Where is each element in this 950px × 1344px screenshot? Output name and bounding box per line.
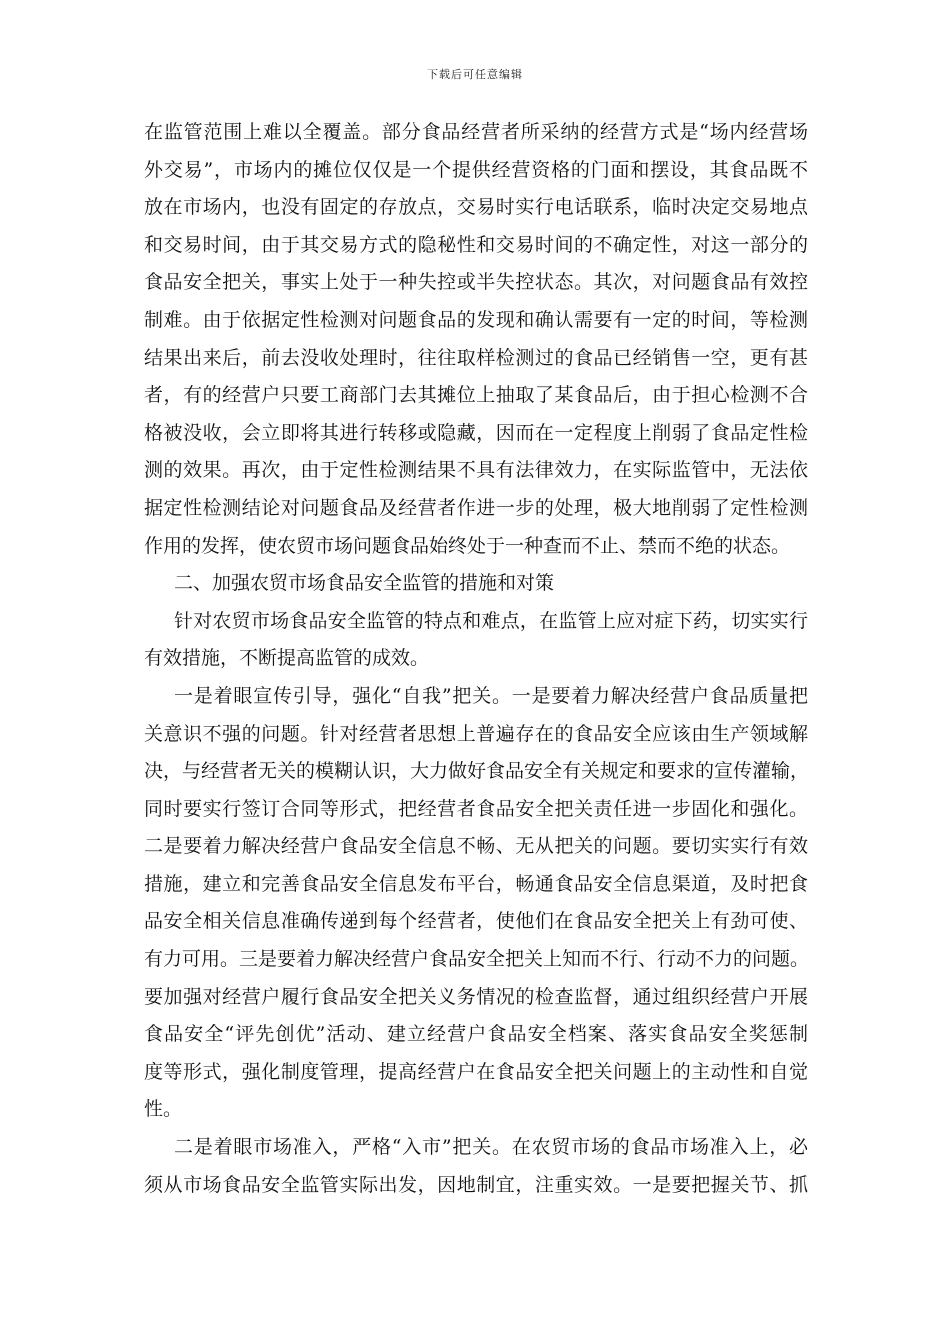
text-line: 性。 <box>144 1098 183 1121</box>
text-line: 决，与经营者无关的模糊认识，大力做好食品安全有关规定和要求的宣传灌输， <box>144 760 810 783</box>
text-line: 据定性检测结论对问题食品及经营者作进一步的处理，极大地削弱了定性检测 <box>144 496 808 519</box>
text-line: 二是着眼市场准入，严格“入市”把关。在农贸市场的食品市场准入上，必 <box>174 1136 808 1159</box>
text-line: 作用的发挥，使农贸市场问题食品始终处于一种查而不止、禁而不绝的状态。 <box>144 534 791 557</box>
text-line: 有力可用。三是要着力解决经营户食品安全把关上知而不行、行动不力的问题。 <box>144 948 810 971</box>
text-line: 品安全相关信息准确传递到每个经营者，使他们在食品安全把关上有劲可使、 <box>144 910 808 933</box>
text-line: 制难。由于依据定性检测对问题食品的发现和确认需要有一定的时间，等检测 <box>144 308 808 331</box>
text-line: 食品安全把关，事实上处于一种失控或半失控状态。其次，对问题食品有效控 <box>144 271 808 294</box>
text-line: 在监管范围上难以全覆盖。部分食品经营者所采纳的经营方式是“场内经营场 <box>144 121 808 143</box>
text-line: 二是要着力解决经营户食品安全信息不畅、无从把关的问题。要切实实行有效 <box>144 835 808 858</box>
text-line: 关意识不强的问题。针对经营者思想上普遍存在的食品安全应该由生产领域解 <box>144 722 808 745</box>
text-line: 外交易”，市场内的摊位仅仅是一个提供经营资格的门面和摆设，其食品既不 <box>144 158 808 181</box>
text-line: 度等形式，强化制度管理，提高经营户在食品安全把关问题上的主动性和自觉 <box>144 1060 808 1083</box>
text-line: 要加强对经营户履行食品安全把关义务情况的检查监督，通过组织经营户开展 <box>144 985 808 1008</box>
text-line: 格被没收，会立即将其进行转移或隐藏，因而在一定程度上削弱了食品定性检 <box>144 421 808 444</box>
text-line: 同时要实行签订合同等形式，把经营者食品安全把关责任进一步固化和强化。 <box>144 797 808 820</box>
text-line: 有效措施，不断提高监管的成效。 <box>144 647 430 670</box>
text-line: 食品安全“评先创优”活动、建立经营户食品安全档案、落实食品安全奖惩制 <box>144 1023 808 1046</box>
text-line: 须从市场食品安全监管实际出发，因地制宜，注重实效。一是要把握关节、抓 <box>144 1173 808 1196</box>
text-line: 测的效果。再次，由于定性检测结果不具有法律效力，在实际监管中，无法依 <box>144 459 808 482</box>
text-line: 二、加强农贸市场食品安全监管的措施和对策 <box>174 572 555 595</box>
page-header-note: 下载后可任意编辑 <box>427 68 523 81</box>
text-line: 一是着眼宣传引导，强化“自我”把关。一是要着力解决经营户食品质量把 <box>174 684 808 707</box>
text-line: 措施，建立和完善食品安全信息发布平台，畅通食品安全信息渠道，及时把食 <box>144 872 808 895</box>
text-line: 结果出来后，前去没收处理时，往往取样检测过的食品已经销售一空，更有甚 <box>144 346 808 369</box>
text-line: 者，有的经营户只要工商部门去其摊位上抽取了某食品后，由于担心检测不合 <box>144 384 808 407</box>
text-line: 和交易时间，由于其交易方式的隐秘性和交易时间的不确定性，对这一部分的 <box>144 233 808 256</box>
text-line: 针对农贸市场食品安全监管的特点和难点，在监管上应对症下药，切实实行 <box>174 609 808 632</box>
document-body <box>144 114 808 1204</box>
text-line: 放在市场内，也没有固定的存放点，交易时实行电话联系，临时决定交易地点 <box>144 196 808 219</box>
